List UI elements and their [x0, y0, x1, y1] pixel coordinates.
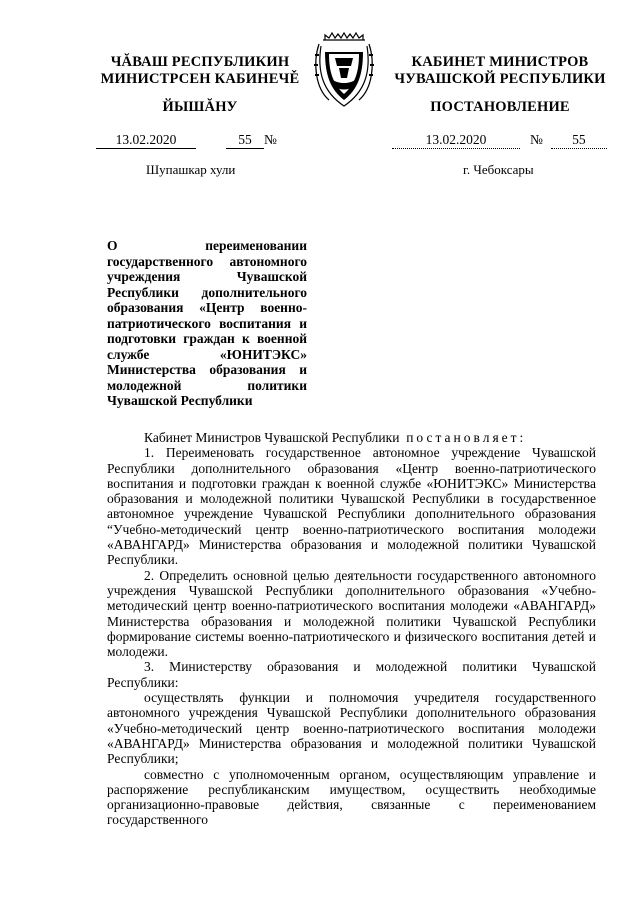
header-left-org-line2: МИНИСТРСЕН КАБИНЕЧĚ	[100, 71, 300, 87]
city-left: Шупашкар хули	[146, 162, 236, 177]
body-paragraph-3: 3. Министерству образования и молодежной политики Чувашской Республики:	[107, 659, 596, 690]
city-right: г. Чебоксары	[463, 162, 534, 177]
header-right-org-line1: КАБИНЕТ МИНИСТРОВ	[411, 54, 589, 70]
document-body	[107, 430, 596, 828]
document-date-number-left	[96, 132, 277, 149]
document-date-right: 13.02.2020	[392, 132, 520, 149]
header-right-doc-type: ПОСТАНОВЛЕНИЕ	[430, 99, 570, 115]
header-right-org	[392, 54, 608, 88]
document-number-right: 55	[551, 132, 607, 149]
number-sign-left: №	[264, 132, 277, 147]
number-sign-right: №	[530, 132, 543, 147]
header-left-org-line1: ЧĂВАШ РЕСПУБЛИКИН	[110, 54, 290, 70]
header-right-org-line2: ЧУВАШСКОЙ РЕСПУБЛИКИ	[394, 71, 606, 87]
document-title: О переименовании государственного автономного учреждения Чувашской Республики дополнительного образования «Центр военно-патриотического воспитания и подготовки граждан к военной службе «ЮНИТЭКС» Министерства образования и молодежной политики Чувашской Республики	[107, 238, 307, 408]
body-intro	[107, 430, 596, 445]
body-paragraph-5: совместно с уполномоченным органом, осуществляющим управление и распоряжение республиканским имуществом, осуществить необходимые организационно-правовые действия, связанные с переименованием государственного	[107, 766, 596, 828]
document-date-left: 13.02.2020	[96, 132, 196, 149]
body-paragraph-1: 1. Переименовать государственное автономное учреждение Чувашской Республики дополнительного образования «Центр военно-патриотического воспитания и подготовки граждан к военной службе «ЮНИТЭКС» Министерства образования и молодежной политики Чувашской Республики в государственное автономное учреждение Чувашской Республики дополнительного образования “Учебно-методический центр военно-патриотического воспитания молодежи «АВАНГАРД» Министерства образования и молодежной политики Чувашской Республики.	[107, 445, 596, 568]
document-date-number-right	[392, 132, 607, 149]
body-paragraph-2: 2. Определить основной целью деятельности государственного автономного учреждения Чувашской Республики дополнительного образования «Учебно-методический центр военно-патриотического воспитания молодежи «АВАНГАРД» Министерства образования и молодежной политики Чувашской Республики формирование системы военно-патриотического и физического воспитания детей и молодежи.	[107, 567, 596, 660]
document-number-left: 55	[226, 132, 264, 149]
coat-of-arms-icon	[311, 32, 377, 112]
body-paragraph-4: осуществлять функции и полномочия учредителя государственного автономного учреждения Чувашской Республики дополнительного образования «Учебно-методический центр военно-патриотического воспитания молодежи «АВАНГАРД» Министерства образования и молодежной политики Чувашской Республики;	[107, 690, 596, 767]
intro-verb: постановляет:	[406, 430, 527, 445]
header-left-doc-type: ЙЫШĂНУ	[162, 99, 238, 115]
header-left-org	[95, 54, 305, 88]
intro-text: Кабинет Министров Чувашской Республики	[144, 430, 400, 445]
